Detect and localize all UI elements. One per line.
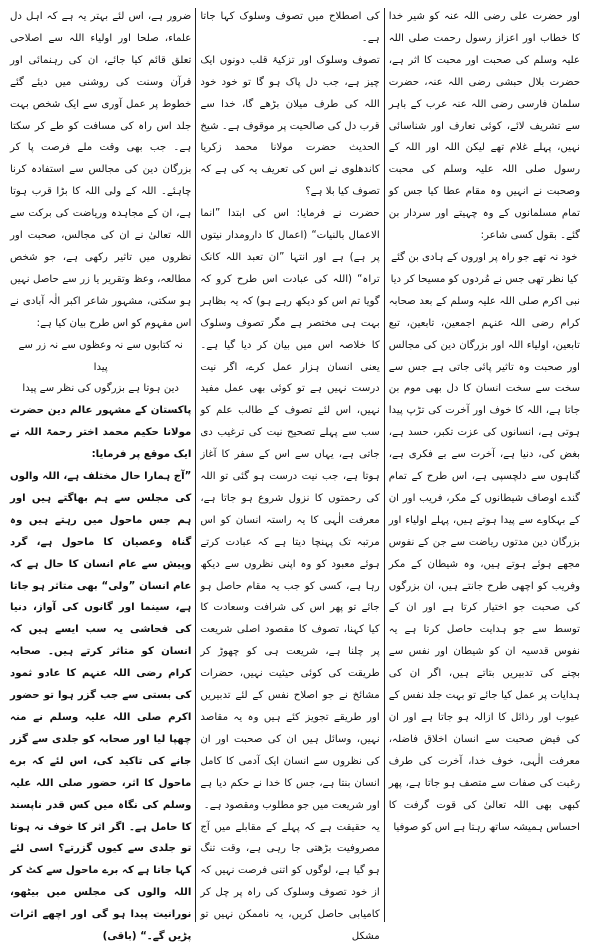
- column-right: [385, 6, 584, 924]
- paragraph: پاکستان کے مشہور عالم دین حضرت مولانا حکیم محمد اختر رحمۃ اللہ نے ایک موقع پر فرمایا:: [9, 405, 192, 461]
- quote-paragraph: ”آج ہمارا حال مختلف ہے، اللہ والوں کی مجلس سے ہم بھاگتے ہیں اور ہم جس ماحول میں رہتے ہیں وہ گناہ وعصیان کا ماحول ہے، گرد وپیش سے عام انسان کا حال ہے کہ عام انسان ”ولی“ بھی متاثر ہو جاتا ہے، سینما اور گانوں کی آواز، دنیا کی فحاشی یہ سب ایسے ہیں کہ انسان کو متاثر کرتے ہیں۔ صحابہ کرام رضی اللہ عنہم کا عادو ثمود کی بستی سے جب گزر ہوا تو حضور اکرم صلی اللہ علیہ وسلم نے منہ چھپا لیا اور صحابہ کو جلدی سے گزر جانے کی تاکید کی، اس لئے کہ برے ماحول کا اثر، حضور صلی اللہ علیہ وسلم کی نگاہ میں کس قدر ناپسند کا حامل ہے۔ اگر اثر کا خوف نہ ہوتا تو جلدی سے کیوں گزرتے؟ اسی لئے کہا جاتا ہے کہ برے ماحول سے کٹ کر اللہ والوں کی مجلس میں بیٹھو، نورانیت پیدا ہو گی اور اچھے اثرات پڑیں گے۔“ (باقی): [9, 471, 192, 943]
- column-middle: [196, 6, 383, 943]
- verse-line: کیا نظر تھی جس نے مُردوں کو مسیحا کر دیا: [390, 273, 579, 285]
- verse-line: نہ کتابوں سے نہ وعظوں سے نہ زر سے پیدا: [18, 339, 183, 373]
- paragraph: ضرور ہے، اس لئے بہتر یہ ہے کہ اہل دل علماء، صلحا اور اولیاء اللہ سے اصلاحی تعلق قائم کیا جائے، ان کی رہنمائی اور قرآن وسنت کی روشنی میں دیئے گئے خطوط پر عمل آوری سے ایک شخص بہت جلد اس راہ کی مسافت کو طے کر سکتا ہے۔ جب بھی وقت ملے فرصت پا کر بزرگان دین کی مجالس سے استفادہ کرنا چاہئے۔ اللہ کے ولی اللہ کا بڑا قرب ہوتا ہے، ان کے مجاہدہ وریاضت کی برکت سے اللہ تعالیٰ نے ان کی مجالس، صحبت اور نظروں میں تاثیر رکھی ہے، جو شخص مطالعہ، وعظ وتقریر یا زر سے حاصل نہیں ہو سکتی، مشہور شاعر اکبر الٰہ آبادی نے اس مفہوم کو اس طرح بیان کیا ہے:: [9, 11, 192, 329]
- column-left: [6, 6, 195, 943]
- paragraph: کی اصطلاح میں تصوف وسلوک کہا جاتا ہے۔: [200, 11, 380, 44]
- paragraph: نبی اکرم صلی اللہ علیہ وسلم کے بعد صحابہ کرام رضی اللہ عنہم اجمعین، تابعین، تبع تابعین، اولیاء اللہ اور بزرگان دین کی مجالس اور صحبت وہ تاثیر پائی جاتی ہے جس سے سخت سے سخت انسان کا دل بھی موم بن جاتا ہے، اللہ کا خوف اور آخرت کی تڑپ پیدا ہوتی ہے، انسانوں کی عزت تکبر، حسد ہے، بغض کی، دنیا ہے، آخرت سے بے فکری ہے، گناہوں سے دلچسپی ہے، اس طرح کے تمام گندے اوصاف شیطانوں کے مکر، فریب اور ان کے بہکاوے سے پیدا ہوتے ہیں، پہلے اولیاء اور بزرگان دین مدتوں ریاضت سے جن کے نفوس مجھے ہوئے ہوتے ہیں، وہ شیطان کے مکر وفریب کو اچھی طرح جانتے ہیں، ان بزرگوں کی صحبت جو اختیار کرتا ہے اور ان کے توسط سے جو ہدایت حاصل کرتا ہے یہ نفوس قدسیہ ان کو شیطان اور نفس سے بچنے کی تدبیریں بتاتے ہیں، اگر ان کی ہدایات پر عمل کیا جائے تو بہت جلد نفس کے عیوب اور رذائل کا ازالہ ہو جاتا ہے اور ان کی فیض صحبت سے انسان اخلاق فاضلہ، معرفت الٰہی، خوف خدا، آخرت کی طرف رغبت کی صفات سے متصف ہو جاتا ہے، پھر کبھی بھی اللہ تعالیٰ کی قوت گرفت کا احساس ہمیشہ ساتھ رہتا ہے اس کو صوفیا: [388, 295, 580, 833]
- verse-line: دین ہوتا ہے بزرگوں کی نظر سے پیدا: [22, 383, 179, 395]
- verse-line: خود نہ تھے جو راہ پر اوروں کے ہادی بن گئے: [391, 251, 578, 263]
- paragraph: اور حضرت علی رضی اللہ عنہ کو شیر خدا کا خطاب اور اعزاز رسول رحمت صلی اللہ علیہ وسلم کی صحبت اور محبت کا اثر ہے، حضرت بلال حبشی رضی اللہ عنہ، حضرت سلمان فارسی رضی اللہ عنہ عرب کے باہر سے تشریف لائے، کوئی تعارف اور شناسائی نہیں، پہلے غلام تھے لیکن اللہ اور اللہ کے رسول صلی اللہ علیہ وسلم کی محبت وصحبت نے انہیں وہ مقام عطا کیا جس کو تمام مسلمانوں کے وہ چہیتے اور سردار بن گئے۔ بقول کسی شاعر:: [388, 11, 580, 242]
- paragraph: حضرت نے فرمایا: اس کی ابتدا ”انما الاعمال بالنیات“ (اعمال کا دارومدار نیتوں پر ہے) ہے اور انتہا ”ان تعبد اللہ کانک تراہ“ (اللہ کی عبادت اس طرح کرو کہ گویا تم اس کو دیکھ رہے ہو) کہ یہ بظاہر بہت ہی مختصر ہے مگر تصوف وسلوک کا خلاصہ اس میں بیان کر دیا گیا ہے۔ یعنی انسان ہزار عمل کرے، اگر نیت درست نہیں ہے تو کوئی بھی عمل مفید نہیں، اس لئے تصوف کے طالب علم کو سب سے پہلے تصحیح نیت کی ترغیب دی جاتی ہے، یہاں سے اس کے سفر کا آغاز ہوتا ہے، جب نیت درست ہو گئی تو اللہ کی رحمتوں کا نزول شروع ہو جاتا ہے، معرفت الٰہی کا یہ راستہ انسان کو اس مرتبہ تک پہنچا دیتا ہے کہ عبادت کرتے ہوئے معبود کو وہ اپنی نظروں سے دیکھ رہا ہے، کسی کو جب یہ مقام حاصل ہو جائے تو پھر اس کی شرافت وسعادت کا کیا کہنا، تصوف کا مقصود اصلی شریعت پر چلنا ہے، شریعت ہی کو چھوڑ کر طریقت کی کوئی حیثیت نہیں، حضرات مشائخ نے جو اصلاح نفس کے لئے تدبیریں اور طریقے تجویز کئے ہیں وہ یہ مقاصد نہیں، وسائل ہیں ان کی صحبت اور ان کی نظروں سے انسان ایک آدمی کا کامل انسان بنتا ہے، جس کا خدا نے حکم دیا ہے اور شریعت میں جو مطلوب ومقصود ہے۔: [200, 208, 380, 811]
- paragraph: یہ حقیقت ہے کہ پہلے کے مقابلے میں آج مصروفیت بڑھتی جا رہی ہے، وقت تنگ ہو گیا ہے، لوگوں کو اتنی فرصت نہیں کہ از خود تصوف وسلوک کی راہ پر چل کر کامیابی حاصل کریں، یہ ناممکن نہیں تو مشکل: [200, 821, 380, 943]
- paragraph: تصوف وسلوک اور تزکیۂ قلب دونوں ایک چیز ہے، جب دل پاک ہو گا تو خود خود اللہ کی طرف میلان بڑھے گا، خدا سے قرب دل کی صالحیت پر موقوف ہے۔ شیخ الحدیث حضرت مولانا محمد زکریا کاندھلوی نے اس کی تعریف یہ کی ہے کہ تصوف کیا بلا ہے؟: [200, 54, 380, 198]
